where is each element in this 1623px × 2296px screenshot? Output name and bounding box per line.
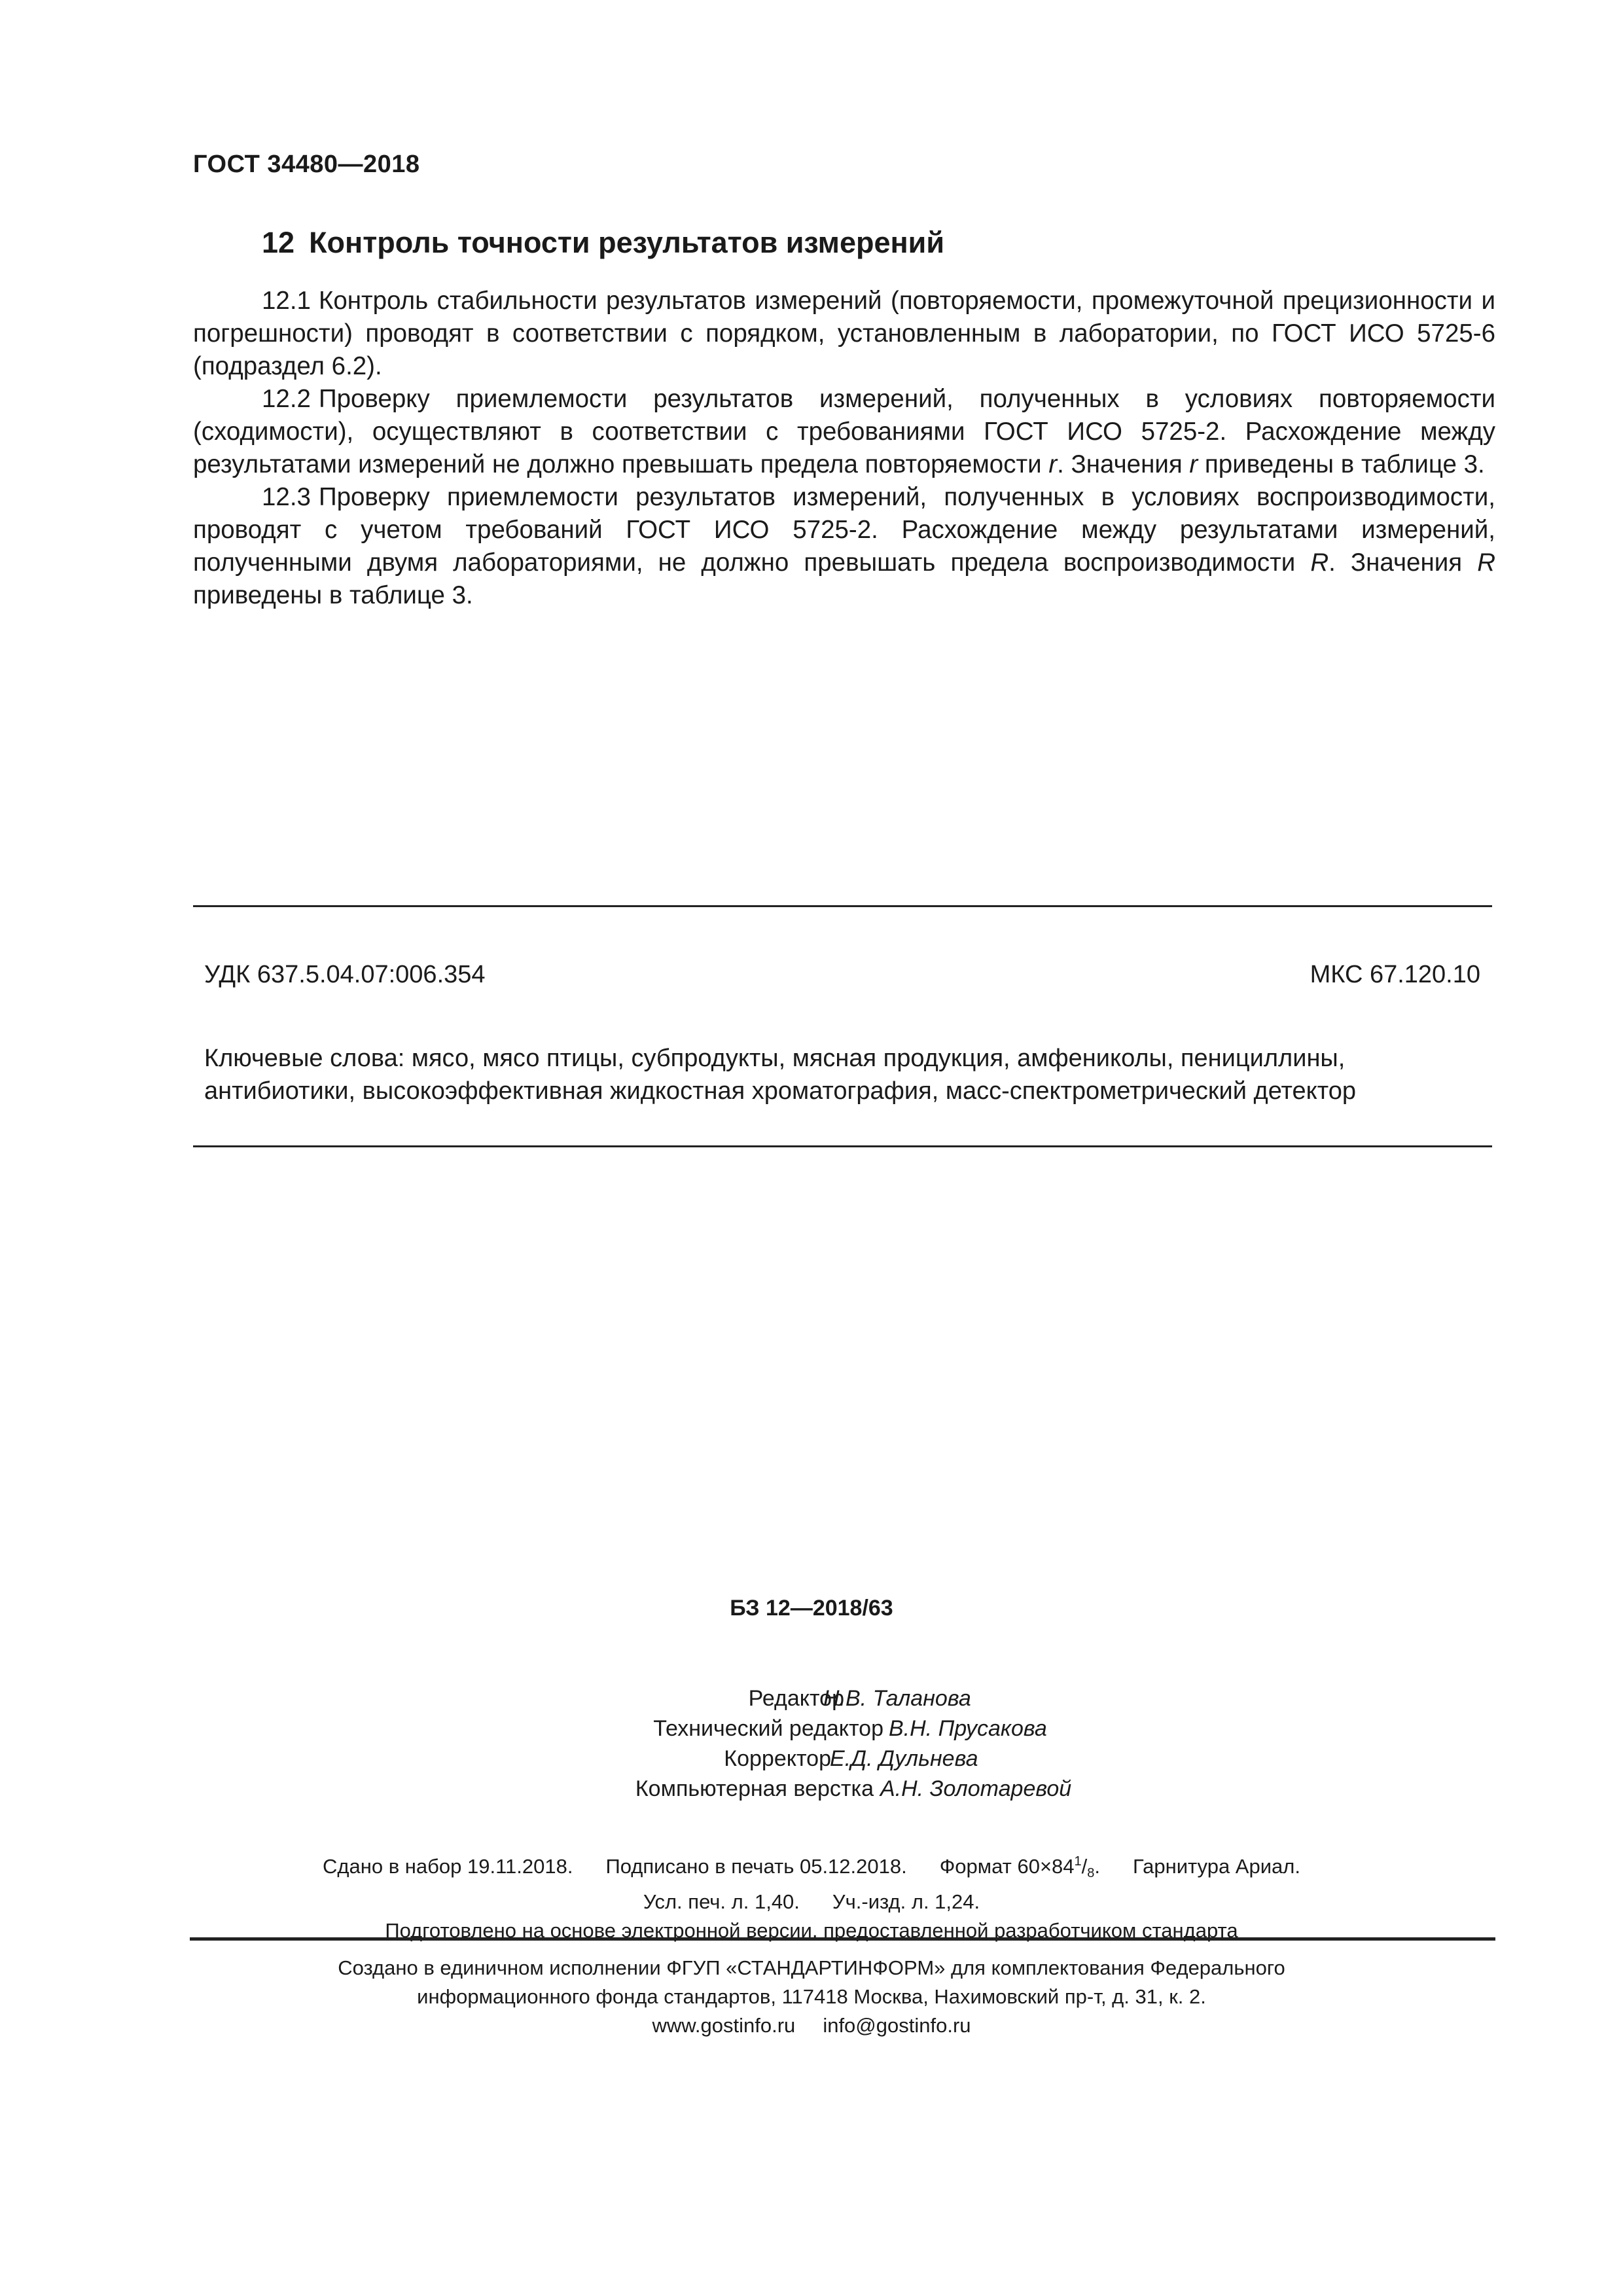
format-numerator: 1 (1074, 1854, 1082, 1869)
paragraph-text: . Значения (1057, 450, 1190, 478)
paragraph-text: приведены в таблице 3. (193, 581, 473, 609)
credit-label: Редактор (748, 1686, 844, 1711)
email-link[interactable]: info@gostinfo.ru (823, 2014, 971, 2037)
paragraph-text: . Значения (1329, 548, 1478, 577)
divider-top (193, 905, 1492, 907)
udk-code: УДК 637.5.04.07:006.354 (204, 961, 486, 988)
credit-row (0, 1774, 1623, 1804)
divider-bottom (193, 1145, 1492, 1147)
credit-row (0, 1713, 1623, 1744)
format-prefix: Формат 60×84 (939, 1855, 1075, 1878)
paragraph-text: Проверку приемлемости результатов измерений, полученных в условиях воспроизводимости, проводят с учетом требований ГОСТ ИСО 5725-2. Расхождение между результатами измерений, полученными двумя лабораториями, не должно превышать предела воспроизводимости (193, 483, 1495, 577)
bz-code: БЗ 12—2018/63 (730, 1596, 893, 1621)
credit-label: Компьютерная верстка (635, 1776, 874, 1801)
paragraph-12-3 (193, 481, 1495, 612)
paragraph-text: приведены в таблице 3. (1198, 450, 1485, 478)
print-info-line-1 (0, 1847, 1623, 1888)
symbol-r: r (1048, 450, 1058, 478)
paper-format: Формат $60\times 84^1/_8$. (939, 1854, 1101, 1880)
credit-row (0, 1744, 1623, 1774)
paragraph-12-1 (193, 285, 1495, 383)
credit-label: Технический редактор (653, 1716, 883, 1741)
submitted-date: Сдано в набор 19.11.2018. (323, 1855, 573, 1878)
website-link[interactable]: www.gostinfo.ru (652, 2014, 796, 2037)
section-heading (262, 226, 944, 260)
credit-name: В.Н. Прусакова (889, 1716, 1047, 1741)
paragraph-text: Проверку приемлемости результатов измерений, полученных в условиях повторяемости (сходимости), осуществляют в соответствии с требованиями ГОСТ ИСО 5725-2. Расхождение между результатами измерений не должно превышать предела повторяемости (193, 385, 1495, 478)
credit-name: Н.В. Таланова (823, 1686, 971, 1711)
format-suffix: . (1094, 1855, 1101, 1878)
credits-block (0, 1683, 1623, 1804)
credit-name: А.Н. Золотаревой (880, 1776, 1072, 1801)
paragraph-number: 12.1 (262, 287, 311, 315)
section-body (193, 285, 1495, 612)
document-id: ГОСТ 34480—2018 (193, 151, 420, 178)
section-number: 12 (262, 226, 295, 259)
typeface: Гарнитура Ариал. (1133, 1855, 1300, 1878)
publisher-line-1: Создано в единичном исполнении ФГУП «СТАНДАРТИНФОРМ» для комплектования Федерального (338, 1956, 1285, 1979)
symbol-r: r (1189, 450, 1198, 478)
mks-code: МКС 67.120.10 (1310, 961, 1480, 988)
symbol-R: R (1477, 548, 1495, 577)
prepared-note: Подготовлено на основе электронной версии, предоставленной разработчиком стандарта (385, 1919, 1238, 1942)
publisher-contacts (0, 2011, 1623, 2040)
credit-name: Е.Д. Дульнева (830, 1746, 978, 1771)
paragraph-text: Контроль стабильности результатов измерений (повторяемости, промежуточной прецизионности и погрешности) проводят в соответствии с порядком, установленным в лаборатории, по ГОСТ ИСО 5725-6 (подраздел 6.2). (193, 287, 1495, 380)
paragraph-12-2 (193, 383, 1495, 481)
signed-date: Подписано в печать 05.12.2018. (605, 1855, 907, 1878)
format-denominator: 8 (1087, 1866, 1095, 1880)
credit-row (0, 1683, 1623, 1713)
divider-publisher (190, 1937, 1495, 1941)
publisher-line-2: информационного фонда стандартов, 117418 Москва, Нахимовский пр-т, д. 31, к. 2. (417, 1985, 1206, 2008)
publisher-sheets: Уч.-изд. л. 1,24. (832, 1890, 980, 1913)
paragraph-number: 12.2 (262, 385, 311, 413)
section-title: Контроль точности результатов измерений (309, 226, 944, 259)
print-sheets: Усл. печ. л. 1,40. (643, 1890, 800, 1913)
print-info (0, 1847, 1623, 1945)
publisher-block (0, 1954, 1623, 2040)
paragraph-number: 12.3 (262, 483, 311, 511)
keywords: Ключевые слова: мясо, мясо птицы, субпродукты, мясная продукция, амфениколы, пенициллины, антибиотики, высокоэффективная жидкостная хроматография, масс-спектрометрический детектор (204, 1045, 1356, 1105)
credit-label: Корректор (724, 1746, 831, 1771)
print-info-line-2 (0, 1888, 1623, 1916)
symbol-R: R (1310, 548, 1329, 577)
